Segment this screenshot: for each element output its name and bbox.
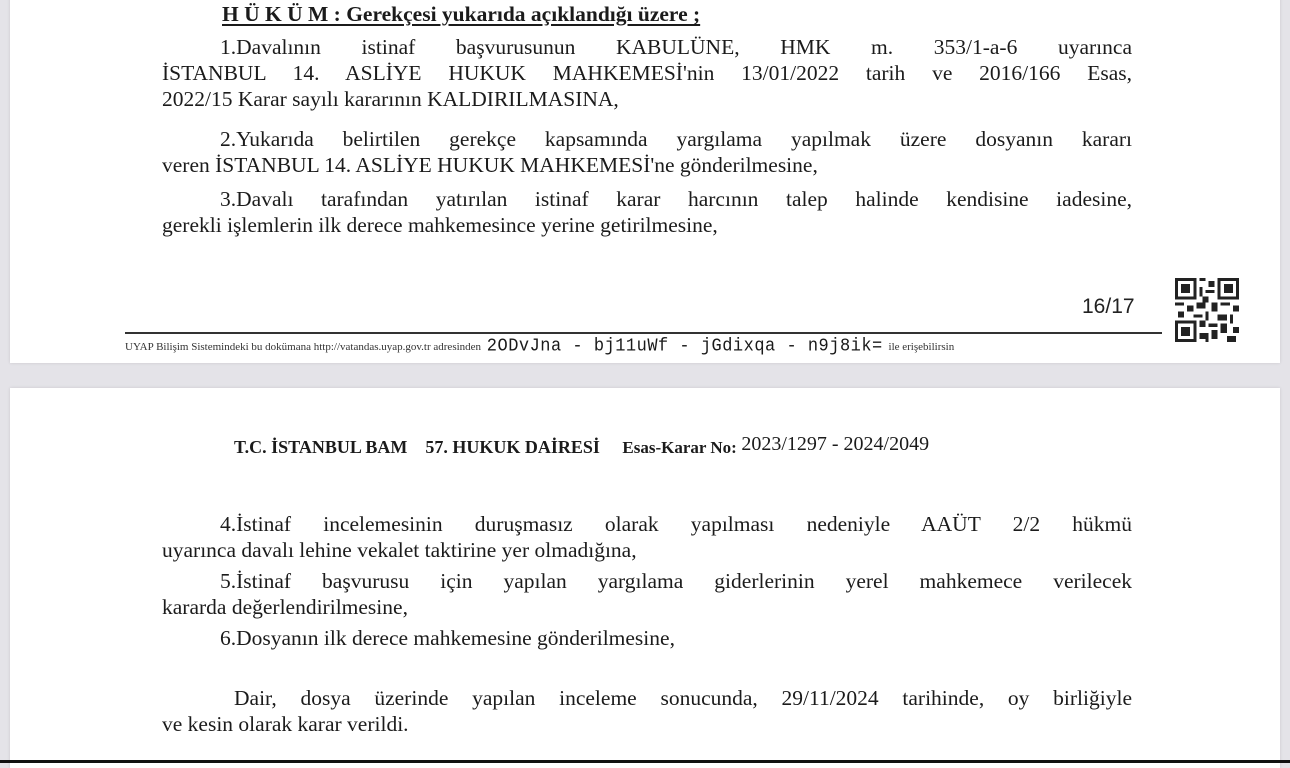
footer-suffix: ile erişebilirsin	[888, 341, 955, 353]
paragraph-5-line-2: kararda değerlendirilmesine,	[162, 595, 408, 619]
closing-line-1: Dair, dosya üzerinde yapılan inceleme sonucunda, 29/11/2024 tarihinde, oy birliğiyle	[234, 686, 1132, 710]
paragraph-4-line-2: uyarınca davalı lehine vekalet taktirine yer olmadığına,	[162, 538, 637, 562]
document-access-code: 2ODvJna - bj11uWf - jGdixqa - n9j8ik=	[486, 336, 883, 357]
hukum-heading: H Ü K Ü M : Gerekçesi yukarıda açıklandığı üzere ;	[222, 2, 701, 26]
paragraph-1-line-2: İSTANBUL 14. ASLİYE HUKUK MAHKEMESİ'nin 13/01/2022 tarih ve 2016/166 Esas,	[162, 61, 1132, 85]
qr-code-icon	[1175, 278, 1239, 342]
paragraph-5-line-1: 5.İstinaf başvurusu için yapılan yargılama giderlerinin yerel mahkemece verilecek	[220, 569, 1132, 593]
uyap-footer	[125, 337, 954, 356]
paragraph-3-line-1: 3.Davalı tarafından yatırılan istinaf karar harcının talep halinde kendisine iadesine,	[220, 187, 1132, 211]
paragraph-2-line-1: 2.Yukarıda belirtilen gerekçe kapsamında yargılama yapılmak üzere dosyanın kararı	[220, 127, 1132, 151]
document-page-16	[10, 0, 1280, 363]
chamber-name: 57. HUKUK DAİRESİ	[425, 437, 600, 457]
case-number-label: Esas-Karar No:	[622, 438, 737, 457]
closing-line-2: ve kesin olarak karar verildi.	[162, 712, 409, 736]
footer-prefix: UYAP Bilişim Sistemindeki bu dokümana http://vatandas.uyap.gov.tr adresinden	[125, 341, 482, 353]
page-number: 16/17	[1082, 295, 1135, 318]
paragraph-1-line-3: 2022/15 Karar sayılı kararının KALDIRILMASINA,	[162, 87, 619, 111]
paragraph-2-line-2: veren İSTANBUL 14. ASLİYE HUKUK MAHKEMESİ'ne gönderilmesine,	[162, 153, 818, 177]
court-name: T.C. İSTANBUL BAM	[234, 437, 408, 457]
court-header	[234, 433, 930, 459]
paragraph-1-line-1: 1.Davalının istinaf başvurusunun KABULÜNE, HMK m. 353/1-a-6 uyarınca	[220, 35, 1132, 59]
footer-divider	[125, 332, 1162, 334]
paragraph-4-line-1: 4.İstinaf incelemesinin duruşmasız olarak yapılması nedeniyle AAÜT 2/2 hükmü	[220, 512, 1132, 536]
paragraph-3-line-2: gerekli işlemlerin ilk derece mahkemesince yerine getirilmesine,	[162, 213, 718, 237]
document-page-17	[10, 388, 1280, 768]
paragraph-6-line-1: 6.Dosyanın ilk derece mahkemesine gönderilmesine,	[220, 626, 675, 650]
case-number-value: 2023/1297 - 2024/2049	[741, 433, 930, 455]
